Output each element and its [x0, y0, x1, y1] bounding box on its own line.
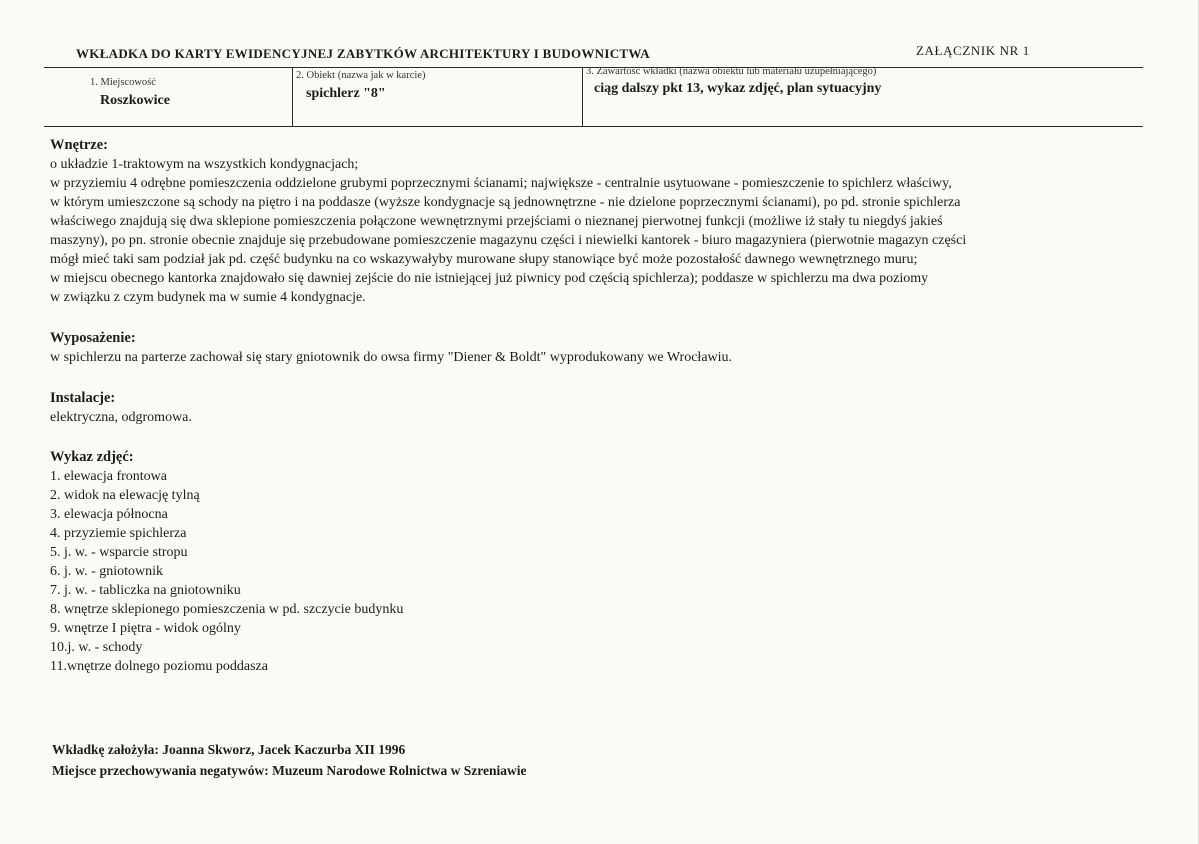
interior-line: o układzie 1-traktowym na wszystkich kondygnacjach;: [50, 157, 359, 172]
equipment-line: w spichlerzu na parterze zachował się stary gniotownik do owsa firmy "Diener & Boldt" wyprodukowany we Wrocławiu.: [50, 350, 733, 365]
section-photo-list: [50, 448, 403, 676]
field-value-object: spichlerz "8": [306, 86, 386, 101]
section-interior: [50, 136, 966, 307]
document-title: WKŁADKA DO KARTY EWIDENCYJNEJ ZABYTKÓW ARCHITEKTURY I BUDOWNICTWA: [76, 46, 650, 61]
list-item: 2. widok na elewację tylną: [50, 488, 200, 503]
table-divider-1: [292, 67, 293, 126]
interior-line: w miejscu obecnego kantorka znajdowało się dawniej zejście do nie istniejącej już piwnicy pod częścią spichlerza); poddasze w spichlerzu ma dwa poziomy: [50, 271, 929, 286]
equipment-heading: Wyposażenie:: [50, 330, 136, 346]
interior-line: w związku z czym budynek ma w sumie 4 kondygnacje.: [50, 290, 366, 305]
insert-author: Wkładkę założyła: Joanna Skworz, Jacek Kaczurba XII 1996: [52, 742, 406, 757]
photo-list-heading: Wykaz zdjęć:: [50, 449, 134, 465]
installations-heading: Instalacje:: [50, 390, 116, 406]
list-item: 1. elewacja frontowa: [50, 469, 167, 484]
interior-line: w którym umieszczone są schody na piętro i na poddasze (wyższe kondygnacje są jednownętrzne - nie dzielone poprzecznymi ścianami), po pd. stronie spichlerza: [50, 195, 961, 210]
list-item: 4. przyziemie spichlerza: [50, 526, 187, 541]
interior-line: maszyny), po pn. stronie obecnie znajduje się przebudowane pomieszczenie magazynu części i niewielki kantorek - biuro magazyniera (pierwotnie magazyn części: [50, 233, 967, 248]
table-bottom-rule: [44, 126, 1143, 127]
list-item: 10.j. w. - schody: [50, 640, 143, 655]
field-label-object: 2. Obiekt (nazwa jak w karcie): [296, 70, 426, 81]
list-item: 7. j. w. - tabliczka na gniotowniku: [50, 583, 241, 598]
interior-line: w przyziemiu 4 odrębne pomieszczenia oddzielone grubymi poprzecznymi ścianami; największe - centralnie usytuowane - pomieszczenie to spichlerz właściwy,: [50, 176, 952, 191]
list-item: 6. j. w. - gniotownik: [50, 564, 164, 579]
list-item: 3. elewacja północna: [50, 507, 168, 522]
list-item: 9. wnętrze I piętra - widok ogólny: [50, 621, 241, 636]
list-item: 5. j. w. - wsparcie stropu: [50, 545, 188, 560]
field-label-locality: 1. Miejscowość: [90, 77, 156, 88]
photo-list: [50, 467, 403, 676]
interior-line: właściwego znajdują się dwa sklepione pomieszczenia połączone wewnętrznymi przejściami o nieznanej pierwotnej funkcji (możliwe iż stały tu niegdyś jakieś: [50, 214, 943, 229]
table-divider-2: [582, 67, 583, 126]
section-equipment: [50, 329, 732, 367]
section-installations: [50, 389, 192, 427]
negatives-storage: Miejsce przechowywania negatywów: Muzeum Narodowe Rolnictwa w Szreniawie: [52, 763, 527, 778]
field-label-contents: 3. Zawartość wkładki (nazwa obiektu lub materiału uzupełniającego): [586, 66, 877, 77]
field-value-contents: ciąg dalszy pkt 13, wykaz zdjęć, plan sytuacyjny: [594, 81, 882, 96]
interior-line: mógł mieć taki sam podział jak pd. część budynku na co wskazywałyby murowane słupy stanowiące być może pozostałość dawnego wewnętrznego muru;: [50, 252, 918, 267]
field-value-locality: Roszkowice: [100, 93, 170, 108]
installations-line: elektryczna, odgromowa.: [50, 410, 192, 425]
list-item: 8. wnętrze sklepionego pomieszczenia w pd. szczycie budynku: [50, 602, 404, 617]
annex-number: ZAŁĄCZNIK NR 1: [916, 43, 1030, 58]
list-item: 11.wnętrze dolnego poziomu poddasza: [50, 659, 268, 674]
interior-heading: Wnętrze:: [50, 137, 108, 153]
